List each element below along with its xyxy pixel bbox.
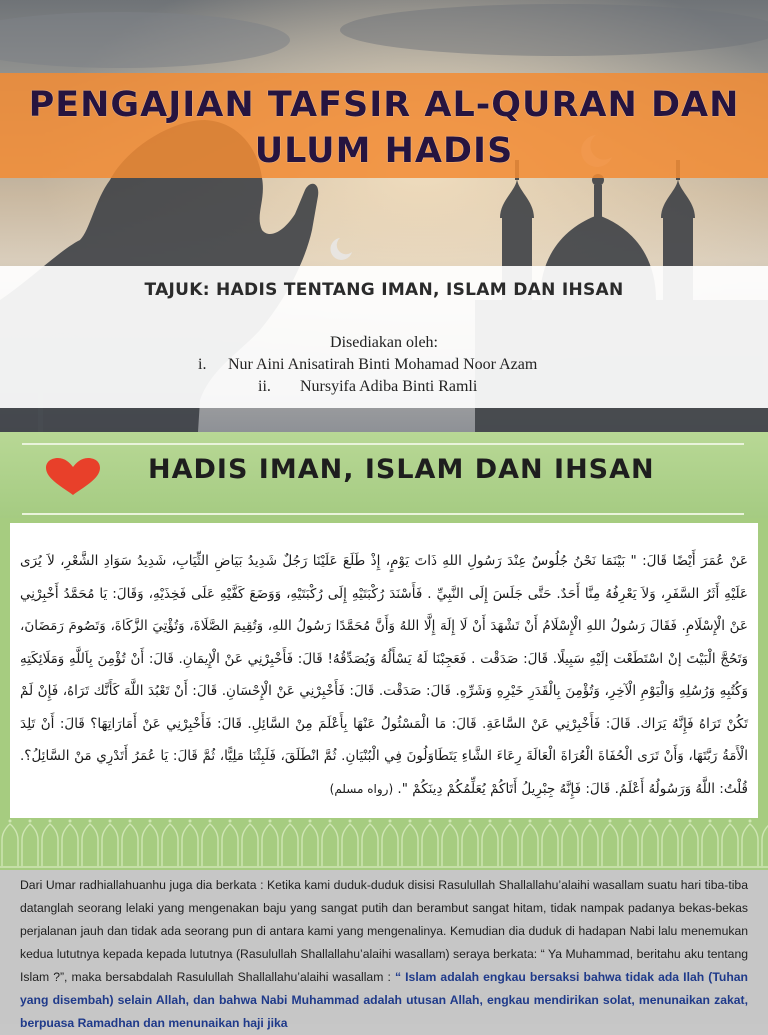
section-heading: HADIS IMAN, ISLAM DAN IHSAN [148,454,655,485]
title-line-2: ULUM HADIS [254,131,514,171]
author-name: Nursyifa Adiba Binti Ramli [300,378,478,395]
translation-section [0,870,768,1030]
hero-banner [0,0,768,432]
translation-intro: Dari Umar radhiallahuanhu juga dia berkata : Ketika kami duduk-duduk disisi Rasulullah Shallallahu’alaihi wasallam suatu hari tiba-tiba datanglah seorang lelaki yang mengenakan baju yang sangat putih dan berambut sangat hitam, tidak nampak padanya bekas-bekas perjalanan jauh dan tidak ada seorang pun di antara kami yang mengenalinya. Kemudian dia duduk di hadapan Nabi lalu menemukan kedua lututnya kepada kepada lututnya (Rasulullah Shallallahu’alaihi wasallam) seraya berkata: “ Ya Muhammad, beritahu aku tentang Islam ?”, maka bersabdalah Rasulullah Shallallahu’alaihi wasallam : [20,878,748,984]
arabic-hadith-body: عَنْ عُمَرَ أَيْضًا قَالَ: " بَيْنَمَا نَحْنُ جُلُوسٌ عِنْدَ رَسُولِ اللهِ ذَاتَ يَوْمٍ، إِذْ طَلَعَ عَلَيْنَا رَجُلٌ شَدِيدُ بَيَاضِ الثِّيَابِ، شَدِيدُ سَوَادِ الشَّعْرِ، لاَ يُرَى عَلَيْهِ أَثَرُ السَّفَرِ، وَلاَ يَعْرِفُهُ مِنَّا أَحَدٌ. حَتَّى جَلَسَ إِلَى النَّبِيِّ . فَأَسْنَدَ رُكْبَتَيْهِ إِلَى رُكْبَتَيْهِ، وَوَضَعَ كَفَّيْهِ عَلَى فَخِذَيْهِ، وَقَالَ: يَا مُحَمَّدُ أَخْبِرْنِي عَنْ الْإِسْلَامِ. فَقَالَ رَسُولُ اللهِ الْإِسْلَامُ أَنْ تَشْهَدَ أَنْ لَا إِلَهَ إِلَّا اللهُ وَأَنَّ مُحَمَّدًا رَسُولُ اللهِ، وَتُقِيمَ الصَّلَاةَ، وَتُؤْتِيَ الزَّكَاةَ، وَتَصُومَ رَمَضَانَ، وَتَحُجَّ الْبَيْتَ إنْ اسْتَطَعْت إلَيْهِ سَبِيلًا. قَالَ: صَدَقْت . فَعَجِبْنَا لَهُ يَسْأَلُهُ وَيُصَدِّقُهُ! قَالَ: فَأَخْبِرْنِي عَنْ الْإِيمَانِ. قَالَ: أَنْ تُؤْمِنَ بِاَللَّهِ وَمَلَائِكَتِهِ وَكُتُبِهِ وَرُسُلِهِ وَالْيَوْمِ الْآخِرِ، وَتُؤْمِنَ بِالْقَدَرِ خَيْرِهِ وَشَرِّهِ. قَالَ: صَدَقْت. قَالَ: فَأَخْبِرْنِي عَنْ الْإِحْسَانِ. قَالَ: أَنْ تَعْبُدَ اللَّهَ كَأَنَّك تَرَاهُ، فَإِنْ لَمْ تَكُنْ تَرَاهُ فَإِنَّهُ يَرَاك. قَالَ: فَأَخْبِرْنِي عَنْ السَّاعَةِ. قَالَ: مَا الْمَسْئُولُ عَنْهَا بِأَعْلَمَ مِنْ السَّائِلِ. قَالَ: فَأَخْبِرْنِي عَنْ أَمَارَاتِهَا؟ قَالَ: أَنْ تَلِدَ الْأَمَةُ رَبَّتَهَا، وَأَنْ تَرَى الْحُفَاةَ الْعُرَاةَ الْعَالَةَ رِعَاءَ الشَّاءِ يَتَطَاوَلُونَ فِي الْبُنْيَانِ. ثُمَّ انْطَلَقَ، فَلَبِثْنَا مَلِيًّا، ثُمَّ قَالَ: يَا عُمَرُ أَتَدْرِي مَنْ السَّائِلُ؟. قُلْتُ: اللَّهُ وَرَسُولُهُ أَعْلَمُ. قَالَ: فَإِنَّهُ جِبْرِيلُ أَتَاكُمْ يُعَلِّمُكُمْ دِينَكُمْ ". [20,553,748,797]
author-number: i. [198,356,207,373]
author-item [198,356,537,374]
author-number: ii. [258,378,271,395]
topic-heading: TAJUK: HADIS TENTANG IMAN, ISLAM DAN IHSAN [144,280,624,300]
arabic-hadith-text [20,545,748,805]
arabic-hadith-box [10,523,758,818]
author-name: Nur Aini Anisatirah Binti Mohamad Noor Azam [228,356,538,373]
author-item [258,378,477,396]
translation-quote: “ Islam adalah engkau bersaksi bahwa tidak ada Ilah (Tuhan yang disembah) selain Allah, dan bahwa Nabi Muhammad adalah utusan Allah, engkau mendirikan solat, menunaikan zakat, berpuasa Ramadhan dan menunaikan haji jika [20,970,748,1030]
heart-icon [42,457,104,497]
page-title [0,82,768,174]
translation-paragraph [20,874,748,1035]
title-line-1: PENGAJIAN TAFSIR AL-QURAN DAN [28,85,740,125]
prepared-by-label: Disediakan oleh: [330,334,438,351]
decorative-pattern-border [0,818,768,870]
narrator-reference: (رواه مسلم) [329,781,394,796]
